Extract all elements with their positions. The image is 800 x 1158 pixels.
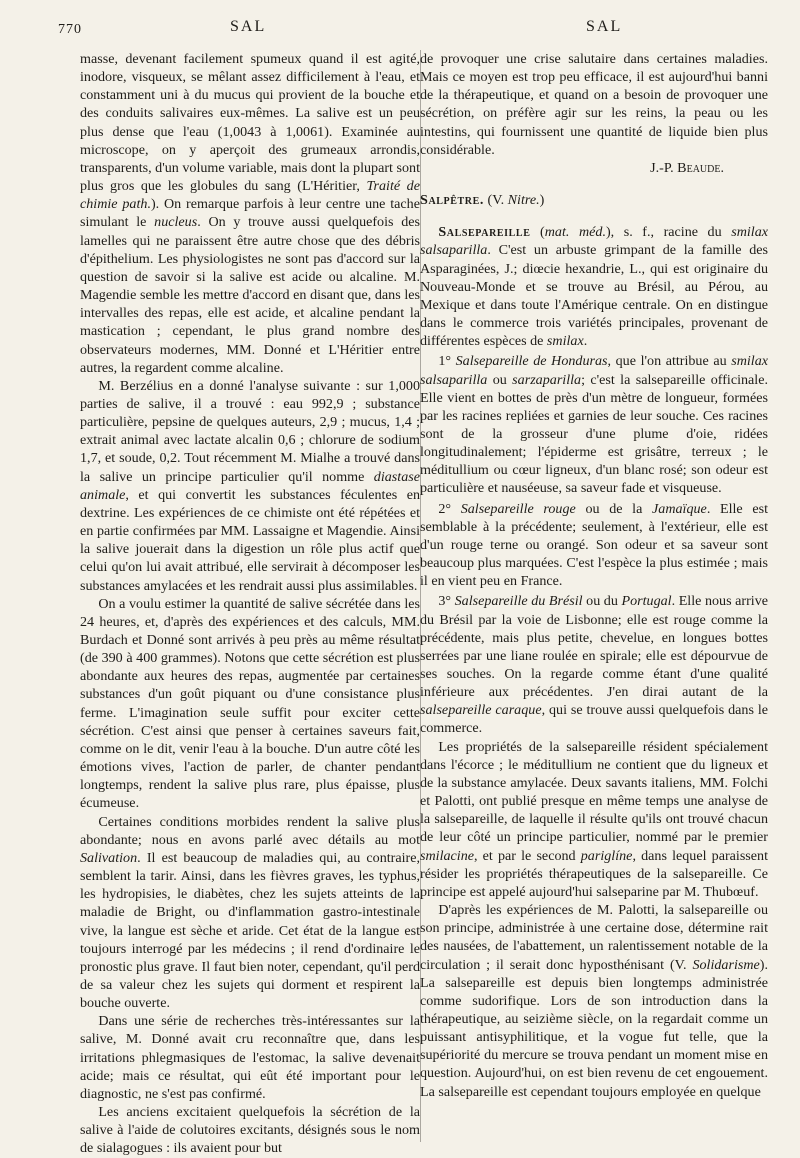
running-head-left: SAL: [230, 18, 267, 35]
page-header: [58, 18, 770, 44]
text: , et par le second: [474, 847, 576, 864]
text: D'après les expériences de M. Palotti, la salsepareille ou son principe, administrée à une certaine dose, détermine rait des nausées, de l'abattement, un ralentissement notable de la circulation ; il serait donc hyposthénisant (V.: [420, 902, 768, 973]
text: M. Berzélius en a donné l'analyse suivante : sur 1,000 parties de salive, il a trouvé : eau 992,9 ; substance particulière, pepsine de quelques auteurs, 2,9 ; mucus, 1,4 ; extrait animal avec lactate alcalin 0,6 ; chlorure de sodium 1,7, et soude, 0,2. Tout récemment M. Mialhe a trouvé dans la salive un principe particulier qu'il nomme: [80, 377, 420, 485]
variety-italic: salsepareille caraque: [420, 702, 542, 719]
term-italic: pariglíne: [580, 847, 633, 864]
running-head-right: SAL: [586, 18, 623, 35]
paragraph-berzelius-analysis: [80, 377, 420, 595]
citation-italic: Traité de chimie path.: [80, 178, 420, 213]
headword-salpetre: Salpêtre.: [420, 192, 484, 209]
text: . Elle nous arrive du Brésil par la voie de Lisbonne; elle est rouge comme la précédente, mais plus petite, chevelue, en longues bottes serrées par une liane roulée en spirale; elle est dépourvue de ses souches. On la regarde comme étant d'une qualité inférieure aux précédentes. J'en dirai autant de la: [420, 593, 769, 701]
text: Certaines conditions morbides rendent la salive plus abondante; nous en avons parlé avec détails au mot: [80, 813, 420, 848]
paragraph-quantity: On a voulu estimer la quantité de salive sécrétée dans les 24 heures, et, d'après des expériences et des calculs, MM. Burdach et Donné sont arrivés à peu près au même résultat (de 390 à 400 grammes). Notons que cette sécrétion est plus abondante aux heures des repas, augmentée par certaines substances d'un goût piquant ou d'une consistance plus ferme. L'imagination seule suffit pour exciter cette sécrétion. C'est ainsi que penser à certaines saveurs fait, comme on le dit, venir l'eau à la bouche. D'un autre côté les émotions vives, l'action de parler, de chanter pendant longtemps, rendent la salive plus rare, plus épaisse, plus écumeuse.: [80, 595, 420, 812]
variety-name: Salsepareille de Honduras: [455, 353, 608, 370]
text: , que l'on attribue au: [607, 353, 727, 370]
text: ou du: [586, 593, 618, 610]
text: (: [540, 224, 545, 241]
variety-name: Salsepareille rouge: [460, 500, 576, 517]
entry-salsepareille: [420, 223, 768, 350]
paragraph-properties: [420, 738, 768, 901]
paragraph-continuation: de provoquer une crise salutaire dans certaines maladies. Mais ce moyen est trop peu efficace, il est aujourd'hui banni de la thérapeutique, et quand on a besoin de provoquer une sécrétion, on préfère agir sur les reins, la peau ou les intestins, qui fournissent une quantité de liquide bien plus considérable.: [420, 51, 768, 158]
cross-reference-italic: Nitre.: [507, 192, 540, 209]
left-column: [80, 50, 421, 1157]
variety-bresil: [420, 592, 768, 737]
category-italic: mat. méd.: [544, 224, 606, 241]
text: . Il est beaucoup de maladies qui, au contraire, semblent la tarir. Ainsi, dans les fièvres graves, les typhus, les hydropisies, le diabètes, chez les sujets atteints de la maladie de Bright, ou d'inflammation gastro-intestinale vive, la langue est sèche et aride. Cet état de la langue est toujours interrogé par les médecins ; il rend d'ordinaire le pronostic plus grave. Il faut bien noter, cependant, qu'il perd de sa valeur chez les sujets qui dorment et respirent la bouche ouverte.: [80, 849, 420, 1012]
variety-number: 3°: [438, 593, 452, 610]
text: ou: [492, 371, 507, 388]
place-italic: Jamaïque: [652, 500, 707, 517]
text: (V.: [487, 192, 505, 209]
text: ou de la: [585, 500, 643, 517]
text: , dans lequel paraissent résider les propriétés thérapeutiques de la salsepareille. Ce principe est appelé aujourd'hui salseparine par M. Thubœuf.: [420, 847, 769, 900]
text: , qui se trouve aussi quelquefois dans le commerce.: [420, 702, 768, 737]
species-italic: smilax salsaparilla: [420, 353, 769, 388]
text: ). On remarque parfois à leur centre une tache simulant le: [80, 196, 420, 231]
text: Les propriétés de la salsepareille résident spécialement dans l'écorce ; le méditullium ne contient que du ligneux et de la substance amylacée. Deux savants italiens, MM. Folchi et Palotti, ont publié presque en même temps une analyse de la salsepareille, de laquelle il résulte qu'ils ont trouvé chacun de leur côté un principe particulier, nommé par le premier: [420, 738, 768, 846]
cross-reference-italic: Salivation: [80, 849, 138, 866]
variety-honduras: [420, 352, 768, 497]
paragraph-morbid-conditions: [80, 813, 420, 1013]
text: . On y trouve aussi quelquefois des lamelles qui ne paraissent être autre chose que des débris d'épithelium. Les physiologistes ne sont pas d'accord sur la question de savoir si la salive est acide ou alcaline. M. Magendie semble les mettre d'accord en disant que, dans les intervalles des repas, elle est acide, et alcaline pendant la mastication ; cependant, le plus grand nombre des observateurs modernes, MM. Donné et L'Héritier entre autres, la regardent comme alcaline.: [80, 214, 421, 376]
term-italic: smilacine: [420, 847, 475, 864]
paragraph-sialagogues: Les anciens excitaient quelquefois la sécrétion de la salive à l'aide de colutoires excitants, désignés sous le nom de sialagogues : ils avaient pour but: [80, 1104, 420, 1157]
text: ). La salsepareille est depuis bien longtemps administrée comme sudorifique. Lors de son introduction dans la thérapeutique, au seizième siècle, on la regardait comme un puissant antisyphilitique, et la vogue fut telle, que la supériorité du mercure se trouva pendant un moment mise en question. Aujourd'hui, on est bien revenu de cet engouement. La salsepareille est cependant toujours employée en quelque: [420, 956, 769, 1100]
variety-rouge: [420, 500, 768, 591]
place-italic: Portugal: [621, 593, 672, 610]
entry-salpetre: [420, 191, 768, 209]
text: ): [539, 192, 545, 209]
headword-salsepareille: Salsepareille: [438, 224, 531, 241]
page-number: 770: [58, 22, 82, 37]
text: . C'est un arbuste grimpant de la famille des Asparaginées, J.; diœcie hexandrie, L., qui est originaire du Nouveau-Monde et se trouve au Brésil, au Pérou, au Mexique et dans toute l'Amérique centrale. On en distingue dans le commerce trois variétés principales, provenant de différentes espèces de: [420, 242, 768, 350]
paragraph-donne-research: Dans une série de recherches très-intéressantes sur la salive, M. Donné avait cru reconnaître que, dans les irritations phlegmasiques de l'estomac, la salive devenait acide; mais ce résultat, qui eût été important pour le diagnostic, ne s'est pas confirmé.: [80, 1013, 420, 1102]
text: .: [583, 333, 588, 350]
term-italic: nucleus: [154, 214, 198, 231]
species-italic: smilax: [546, 333, 584, 350]
text: masse, devenant facilement spumeux quand il est agité, inodore, visqueux, se mêlant assez difficilement à l'eau, et constamment uni à du mucus qui provient de la bouche et des conduits salivaires eux-mêmes. La salive est un peu plus dense que l'eau (1,0043 à 1,0061). Examinée au microscope, on y aperçoit des grumeaux arrondis, transparents, d'un volume variable, mais dont la plupart sont plus gros que les globules du sang (L'Héritier,: [80, 51, 420, 195]
text: , et qui convertit les substances féculentes en dextrine. Les expériences de ce chimiste ont été répétées et en partie confirmées par MM. Lassaigne et Magendie. Ainsi la salive jouerait dans la digestion un rôle plus actif que celui qu'on lui avait attribué, elle servirait à décomposer les substances amylacées et les rendrait aussi plus assimilables.: [80, 486, 420, 594]
right-column: [420, 50, 768, 1140]
term-italic: diastase animale: [80, 468, 420, 503]
species-italic: sarzaparilla: [512, 371, 582, 388]
species-italic: smilax salsaparilla: [420, 224, 769, 259]
variety-number: 2°: [438, 500, 452, 517]
text: . Elle est semblable à la précédente; seulement, à l'extérieur, elle est d'un rouge terne ou orangé. Son odeur et sa saveur sont beaucoup plus marquées. C'est l'espèce la plus estimée ; mais il en vient peu en France.: [420, 500, 769, 590]
variety-name: Salsepareille du Brésil: [454, 593, 583, 610]
variety-number: 1°: [438, 353, 452, 370]
paragraph-saliva-description: [80, 50, 420, 377]
paragraph-palotti: [420, 901, 768, 1101]
cross-reference-italic: Solidarisme: [692, 956, 760, 973]
text: ), s. f., racine du: [605, 224, 722, 241]
author-signature: J.-P. Beaude.: [650, 159, 724, 176]
text: ; c'est la salsepareille officinale. Elle vient en bottes de près d'un mètre de longueur, formées par les racines repliées et garnies de leur souche. Ces racines sont de la grosseur d'une plume d'oie, ridées longitudinalement; l'épiderme est grisâtre, terreux ; le méditullium ou cœur ligneux, d'un blanc rosé; son odeur est particulière et nauséeuse, sa saveur fade et visqueuse.: [420, 371, 768, 497]
